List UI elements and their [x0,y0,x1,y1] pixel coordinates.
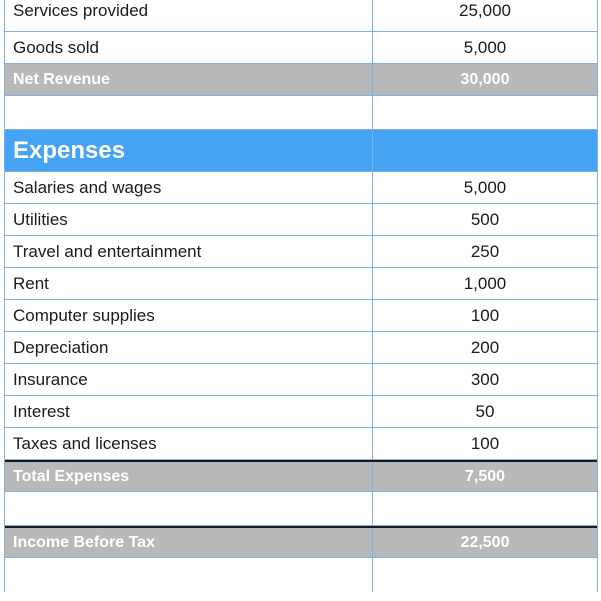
row-label[interactable]: Interest [5,396,373,427]
expenses-header-row [5,130,597,172]
table-row [5,396,597,428]
row-value[interactable]: 1,000 [463,273,507,293]
blank-row [5,96,597,130]
row-value[interactable]: 100 [470,433,500,453]
row-value[interactable]: 5,000 [463,177,507,197]
table-row [5,32,597,64]
blank-cell[interactable] [373,96,597,129]
net-revenue-label[interactable]: Net Revenue [5,64,373,95]
net-revenue-row [5,64,597,96]
row-label[interactable]: Rent [5,268,373,299]
row-label[interactable]: Services provided [5,0,373,31]
row-value[interactable]: 200 [470,337,500,357]
row-label[interactable]: Utilities [5,204,373,235]
expenses-title[interactable]: Expenses [5,130,373,171]
table-row [5,332,597,364]
table-row [5,300,597,332]
total-expenses-row [5,460,597,492]
row-label[interactable]: Salaries and wages [5,172,373,203]
table-row [5,268,597,300]
blank-row [5,492,597,526]
row-value[interactable]: 300 [470,369,500,389]
net-revenue-value[interactable]: 30,000 [460,70,510,88]
row-value[interactable]: 500 [470,209,500,229]
blank-cell[interactable] [373,558,597,592]
blank-cell[interactable] [5,96,373,129]
row-value[interactable]: 50 [475,401,495,421]
blank-cell[interactable] [373,492,597,525]
row-label[interactable]: Computer supplies [5,300,373,331]
row-label[interactable]: Travel and entertainment [5,236,373,267]
row-value[interactable]: 100 [470,305,500,325]
row-value[interactable]: 250 [470,241,500,261]
total-expenses-value[interactable]: 7,500 [464,467,506,485]
table-row [5,236,597,268]
table-row [5,172,597,204]
income-before-tax-value[interactable]: 22,500 [460,533,510,551]
income-statement-table [4,0,598,592]
income-before-tax-label[interactable]: Income Before Tax [5,528,373,557]
row-label[interactable]: Taxes and licenses [5,428,373,459]
row-value[interactable]: 5,000 [463,37,507,57]
blank-cell[interactable] [5,558,373,592]
income-before-tax-row [5,526,597,558]
blank-row [5,558,597,592]
row-label[interactable]: Depreciation [5,332,373,363]
row-value[interactable]: 25,000 [459,1,511,20]
total-expenses-label[interactable]: Total Expenses [5,462,373,491]
row-label[interactable]: Insurance [5,364,373,395]
table-row [5,204,597,236]
table-row [5,364,597,396]
blank-cell[interactable] [5,492,373,525]
header-empty-cell[interactable] [373,130,597,171]
row-label[interactable]: Goods sold [5,32,373,63]
table-row [5,428,597,460]
table-row [5,0,597,32]
